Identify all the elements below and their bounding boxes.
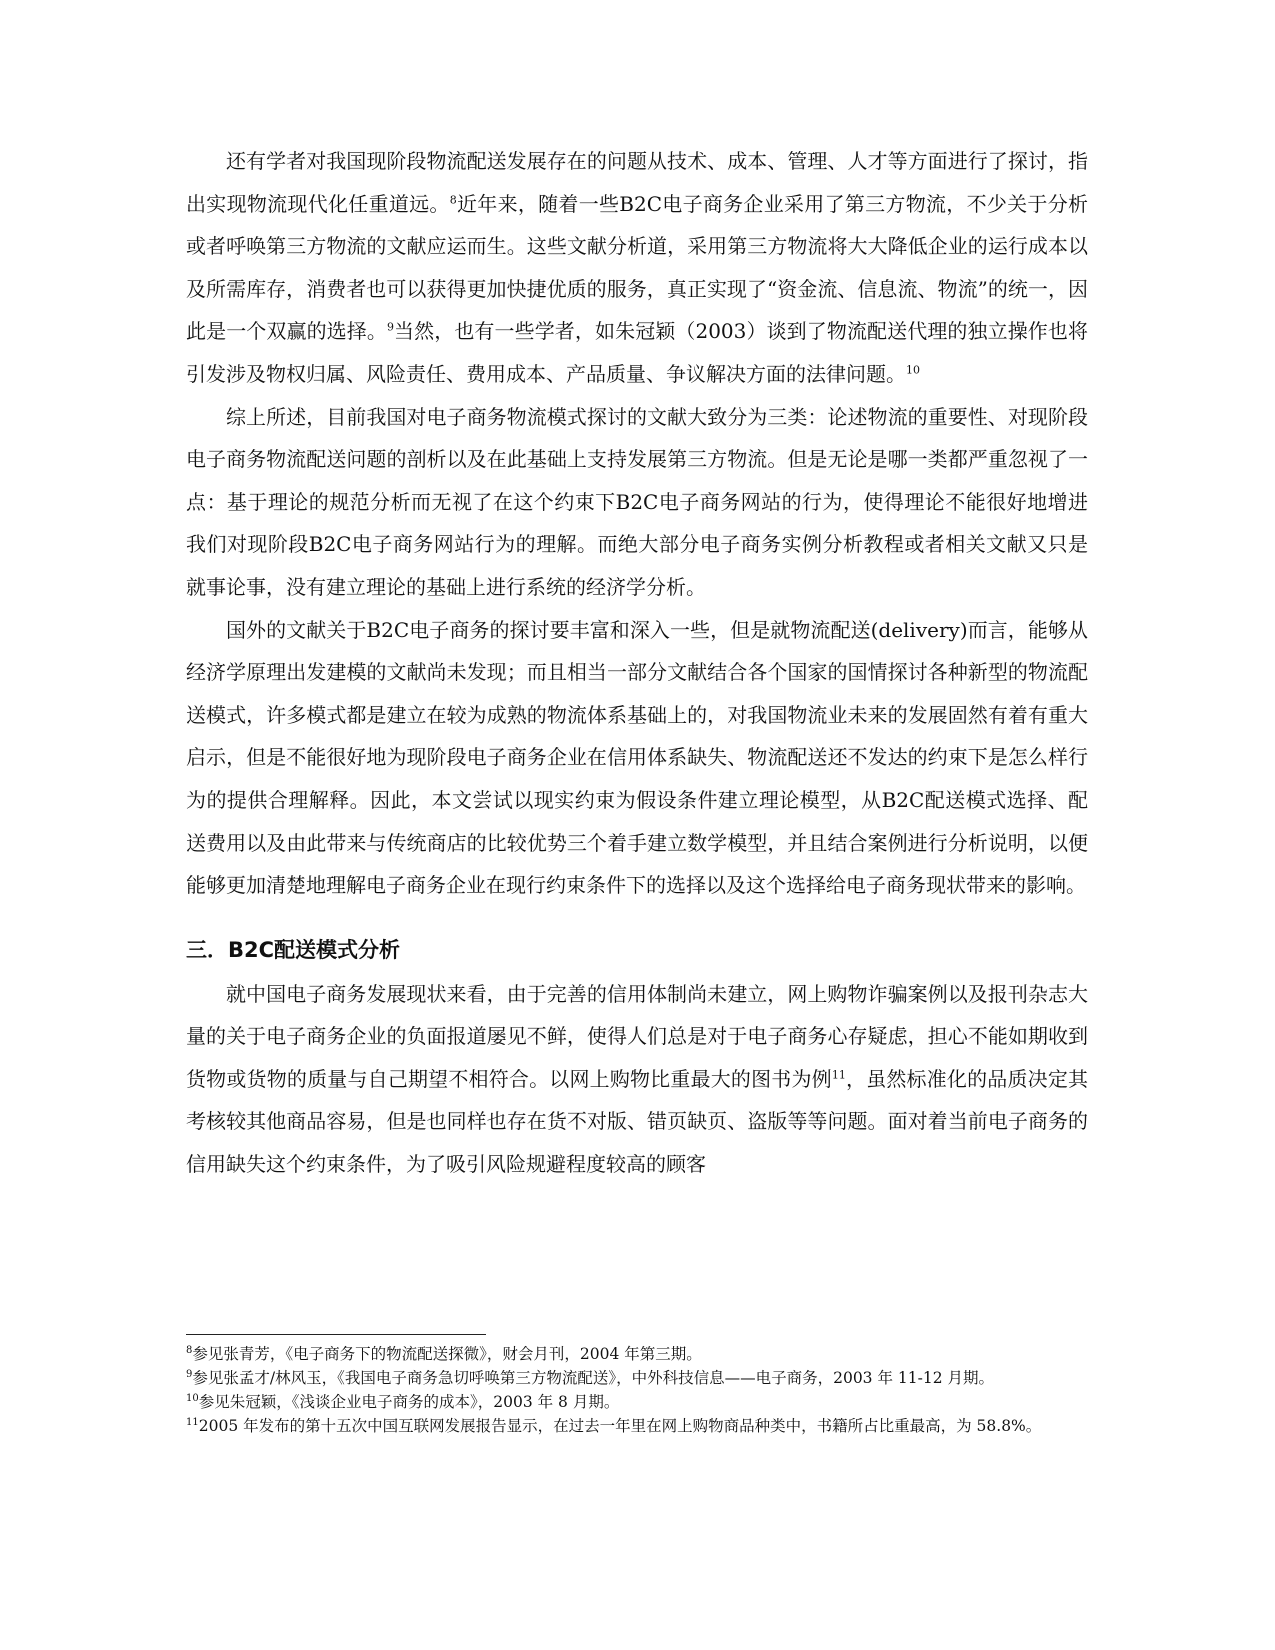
paragraph (186, 140, 1088, 396)
footnote (186, 1390, 1088, 1414)
footnote-text: 2005 年发布的第十五次中国互联网发展报告显示，在过去一年里在网上购物商品种类中，书籍所占比重最高，为 58.8%。 (198, 1417, 1042, 1435)
footnote-reference: 11 (831, 1068, 846, 1082)
section-heading: 三．B2C配送模式分析 (186, 937, 401, 962)
footnote-reference: 9 (386, 320, 394, 334)
footnote-number: 9 (186, 1368, 193, 1380)
paragraph-text: ，虽然标准化的品质决定其考核较其他商品容易，但是也同样也存在货不对版、错页缺页、盗版等等问题。面对着当前电子商务的信用缺失这个约束条件，为了吸引风险规避程度较高的顾客 (186, 1066, 1089, 1177)
paragraph-text: 还有学者对我国现阶段物流配送发展存在的问题从技术、成本、管理、人才等方面进行了探讨，指出实现物流现代化任重道远。 (186, 149, 1088, 216)
footnote-reference: 10 (906, 363, 920, 377)
footnote (186, 1366, 1088, 1390)
paragraph-text: 当然，也有一些学者，如朱冠颖（2003）谈到了物流配送代理的独立操作也将引发涉及物权归属、风险责任、费用成本、产品质量、争议解决方面的法律问题。 (186, 319, 1088, 386)
footnote (186, 1342, 1088, 1366)
paragraph (186, 396, 1088, 609)
paragraph (186, 973, 1088, 1186)
footnote-number: 10 (186, 1392, 199, 1404)
footnote-text: 参见张孟才/林风玉，《我国电子商务急切呼唤第三方物流配送》，中外科技信息——电子商务，2003 年 11-12 月期。 (192, 1369, 995, 1387)
paragraph-text: 就中国电子商务发展现状来看，由于完善的信用体制尚未建立，网上购物诈骗案例以及报刊杂志大量的关于电子商务企业的负面报道屡见不鲜，使得人们总是对于电子商务心存疑虑，担心不能如期收到货物或货物的质量与自己期望不相符合。以网上购物比重最大的图书为例 (186, 981, 1088, 1091)
section-paragraphs (186, 973, 1088, 1186)
footnote-divider (186, 1334, 486, 1335)
paragraph-text: 国外的文献关于B2C电子商务的探讨要丰富和深入一些，但是就物流配送(delivery)而言，能够从经济学原理出发建模的文献尚未发现；而且相当一部分文献结合各个国家的国情探讨各种新型的物流配送模式，许多模式都是建立在较为成熟的物流体系基础上的，对我国物流业未来的发展固然有着有重大启示，但是不能很好地为现阶段电子商务企业在信用体系缺失、物流配送还不发达的约束下是怎么样行为的提供合理解释。因此，本文尝试以现实约束为假设条件建立理论模型，从B2C配送模式选择、配送费用以及由此带来与传统商店的比较优势三个着手建立数学模型，并且结合案例进行分析说明，以便能够更加清楚地理解电子商务企业在现行约束条件下的选择以及这个选择给电子商务现状带来的影响。 (186, 617, 1088, 898)
footnote-text: 参见朱冠颖，《浅谈企业电子商务的成本》，2003 年 8 月期。 (198, 1393, 620, 1411)
footnote-text: 参见张青芳，《电子商务下的物流配送探微》，财会月刊，2004 年第三期。 (192, 1345, 702, 1363)
footnote-number: 11 (186, 1416, 199, 1428)
document-body (186, 140, 1088, 1186)
footnote (186, 1414, 1088, 1438)
body-paragraphs (186, 140, 1088, 907)
paragraph (186, 609, 1088, 907)
footnote-number: 8 (186, 1344, 193, 1356)
footnotes (186, 1342, 1088, 1438)
paragraph-text: 综上所述，目前我国对电子商务物流模式探讨的文献大致分为三类：论述物流的重要性、对现阶段电子商务物流配送问题的剖析以及在此基础上支持发展第三方物流。但是无论是哪一类都严重忽视了一点：基于理论的规范分析而无视了在这个约束下B2C电子商务网站的行为，使得理论不能很好地增进我们对现阶段B2C电子商务网站行为的理解。而绝大部分电子商务实例分析教程或者相关文献又只是就事论事，没有建立理论的基础上进行系统的经济学分析。 (186, 404, 1088, 599)
footnote-reference: 8 (449, 192, 457, 206)
paragraph-text: 近年来，随着一些B2C电子商务企业采用了第三方物流，不少关于分析或者呼唤第三方物流的文献应运而生。这些文献分析道，采用第三方物流将大大降低企业的运行成本以及所需库存，消费者也可以获得更加快捷优质的服务，真正实现了“资金流、信息流、物流”的统一，因此是一个双赢的选择。 (186, 191, 1089, 344)
